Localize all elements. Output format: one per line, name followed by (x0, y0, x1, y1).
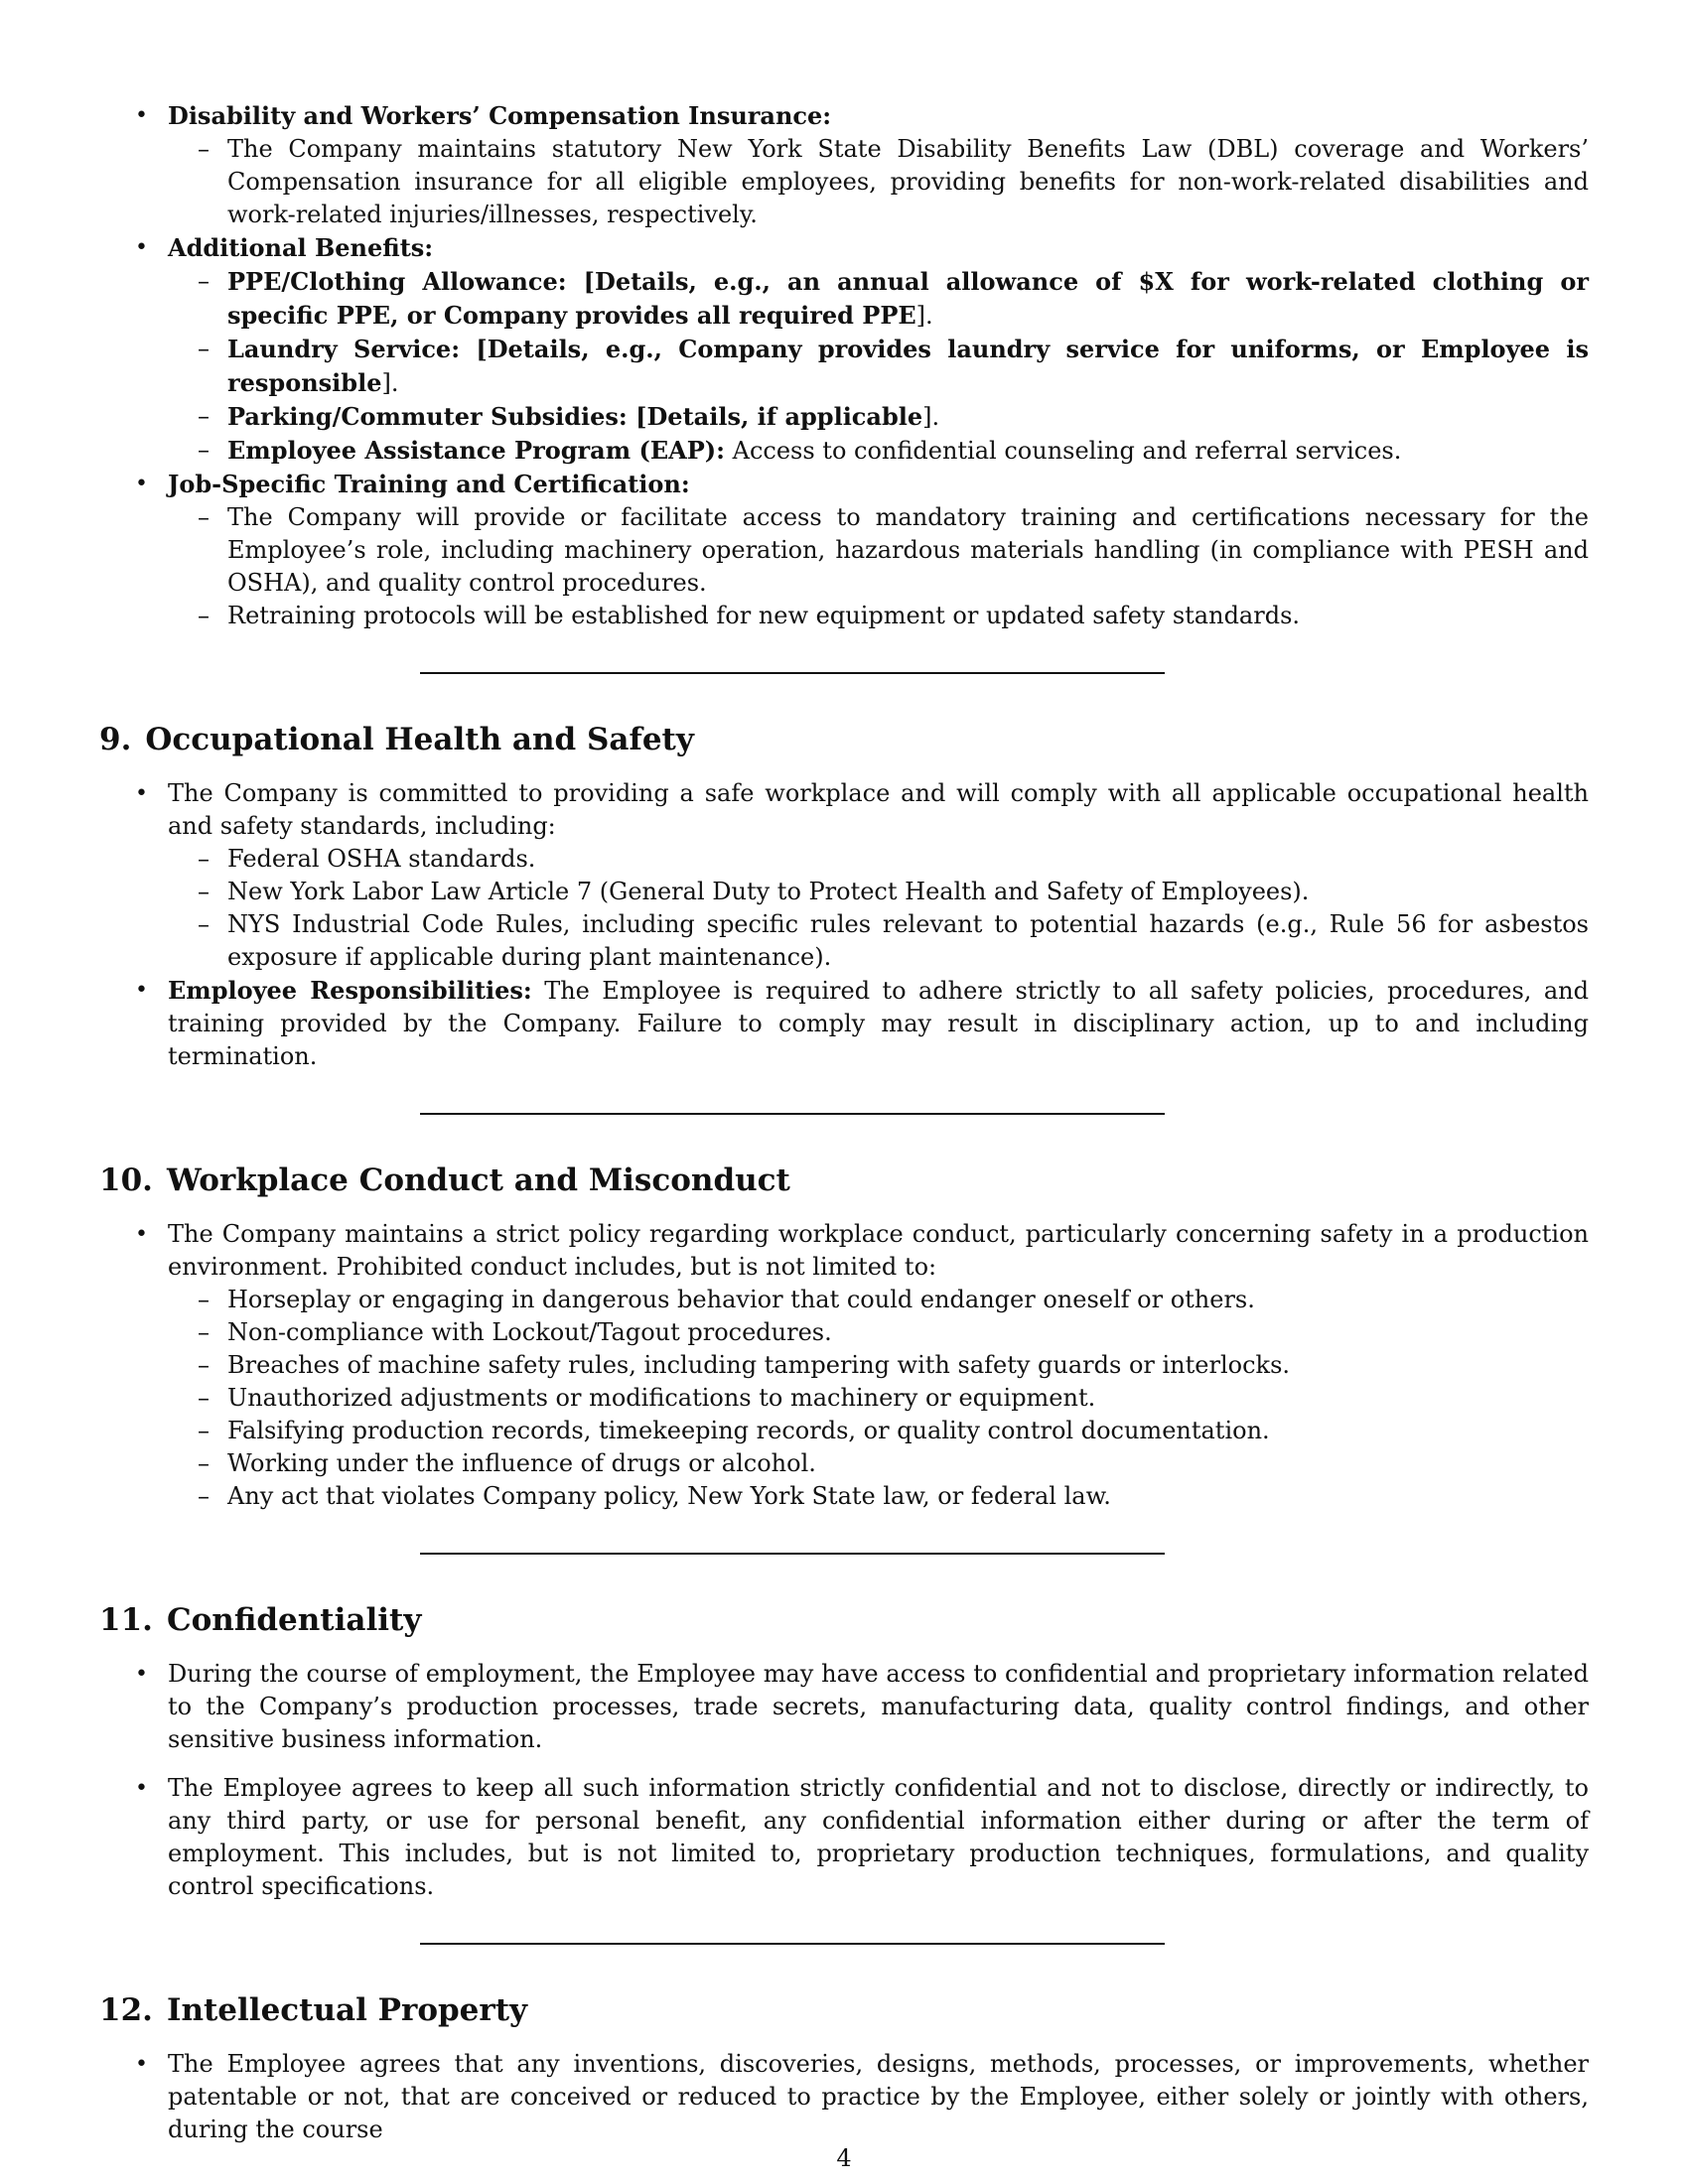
section-list (99, 1658, 1589, 1903)
sub-list (168, 265, 1589, 468)
section-list (99, 2048, 1589, 2146)
list-item (99, 468, 1589, 632)
sub-list (168, 501, 1589, 632)
section-divider (420, 1113, 1165, 1115)
list-item: • The Company maintains a strict policy regarding workplace conduct, particularly concerning safety in a production environment. Prohibited conduct includes, but is not limited to: – Horseplay or engaging in dangerous behavior that could endanger oneself or others. – Non-compliance with Lockout/Tagout procedures. – Breaches of machine safety rules, including tampering with safety guards or interlocks. – Unauthorized adjustments or modifications to machinery or equipment. – Falsifying production records, timekeeping records, or quality control documentation. – Working under the influence of drugs or alcohol. – Any act that violates Company policy, New York State law, or federal law. (99, 1218, 1589, 1513)
sub-list-item: – Any act that violates Company policy, New York State law, or federal law. (168, 1480, 1589, 1513)
sub-list-item: – Horseplay or engaging in dangerous behavior that could endanger oneself or others. (168, 1284, 1589, 1316)
sub-list-item: – New York Labor Law Article 7 (General Duty to Protect Health and Safety of Employees). (168, 876, 1589, 908)
sub-list-item: – PPE/Clothing Allowance: [Details, e.g., an annual allowance of $X for work-related clothing or specific PPE, or Company provides all required PPE]. (168, 265, 1589, 333)
section-divider (420, 1943, 1165, 1945)
list-item: • During the course of employment, the Employee may have access to confidential and proprietary information related to the Company’s production processes, trade secrets, manufacturing data, quality control findings, and other sensitive business information. (99, 1658, 1589, 1756)
page-content (99, 99, 1589, 2146)
sub-list-item: – Parking/Commuter Subsidies: [Details, if applicable]. (168, 400, 1589, 434)
sub-list-item: – Breaches of machine safety rules, including tampering with safety guards or interlocks. (168, 1349, 1589, 1382)
list-item: • Employee Responsibilities: The Employee is required to adhere strictly to all safety policies, procedures, and training provided by the Company. Failure to comply may result in disciplinary action, up to and including termination. (99, 974, 1589, 1073)
section-divider (420, 672, 1165, 674)
section-heading: 12. Intellectual Property (99, 1992, 528, 2028)
sub-list-item: – Unauthorized adjustments or modifications to machinery or equipment. (168, 1382, 1589, 1415)
page-number: 4 (836, 2144, 852, 2172)
sub-list (168, 843, 1589, 974)
section-heading: 9. Occupational Health and Safety (99, 722, 694, 757)
benefit-title: Job-Specific Training and Certification: (168, 470, 690, 498)
section-list (99, 777, 1589, 1073)
benefit-title: Additional Benefits: (168, 233, 434, 262)
list-item (99, 99, 1589, 231)
section-heading: 10. Workplace Conduct and Misconduct (99, 1162, 790, 1198)
benefit-title: Disability and Workers’ Compensation Insurance: (168, 101, 832, 130)
sub-list-item: – Retraining protocols will be established for new equipment or updated safety standards. (168, 600, 1589, 632)
list-item: • The Employee agrees to keep all such information strictly confidential and not to disclose, directly or indirectly, to any third party, or use for personal benefit, any confidential information either during or after the term of employment. This includes, but is not limited to, proprietary production techniques, formulations, and quality control specifications. (99, 1772, 1589, 1903)
sub-list-item: – Federal OSHA standards. (168, 843, 1589, 876)
sub-list (168, 133, 1589, 231)
list-item (99, 231, 1589, 468)
sub-list-item: – Laundry Service: [Details, e.g., Company provides laundry service for uniforms, or Employee is responsible]. (168, 333, 1589, 400)
list-item: • The Company is committed to providing a safe workplace and will comply with all applicable occupational health and safety standards, including: – Federal OSHA standards. – New York Labor Law Article 7 (General Duty to Protect Health and Safety of Employees). – NYS Industrial Code Rules, including specific rules relevant to potential hazards (e.g., Rule 56 for asbestos exposure if applicable during plant maintenance). (99, 777, 1589, 974)
sub-list-item: – Working under the influence of drugs or alcohol. (168, 1447, 1589, 1480)
section-heading: 11. Confidentiality (99, 1602, 422, 1638)
benefits-list (99, 99, 1589, 632)
sub-list (168, 1284, 1589, 1513)
section-list (99, 1218, 1589, 1513)
list-item: • The Employee agrees that any inventions, discoveries, designs, methods, processes, or improvements, whether patentable or not, that are conceived or reduced to practice by the Employee, either solely or jointly with others, during the course (99, 2048, 1589, 2146)
sub-list-item: – The Company will provide or facilitate access to mandatory training and certifications necessary for the Employee’s role, including machinery operation, hazardous materials handling (in compliance with PESH and OSHA), and quality control procedures. (168, 501, 1589, 600)
sub-list-item: – Non-compliance with Lockout/Tagout procedures. (168, 1316, 1589, 1349)
sub-list-item: – NYS Industrial Code Rules, including specific rules relevant to potential hazards (e.g., Rule 56 for asbestos exposure if applicable during plant maintenance). (168, 908, 1589, 974)
sub-list-item: – The Company maintains statutory New York State Disability Benefits Law (DBL) coverage and Workers’ Compensation insurance for all eligible employees, providing benefits for non-work-related disabilities and work-related injuries/illnesses, respectively. (168, 133, 1589, 231)
section-divider (420, 1553, 1165, 1555)
sub-list-item: – Employee Assistance Program (EAP): Access to confidential counseling and referral services. (168, 434, 1589, 468)
sub-list-item: – Falsifying production records, timekeeping records, or quality control documentation. (168, 1415, 1589, 1447)
